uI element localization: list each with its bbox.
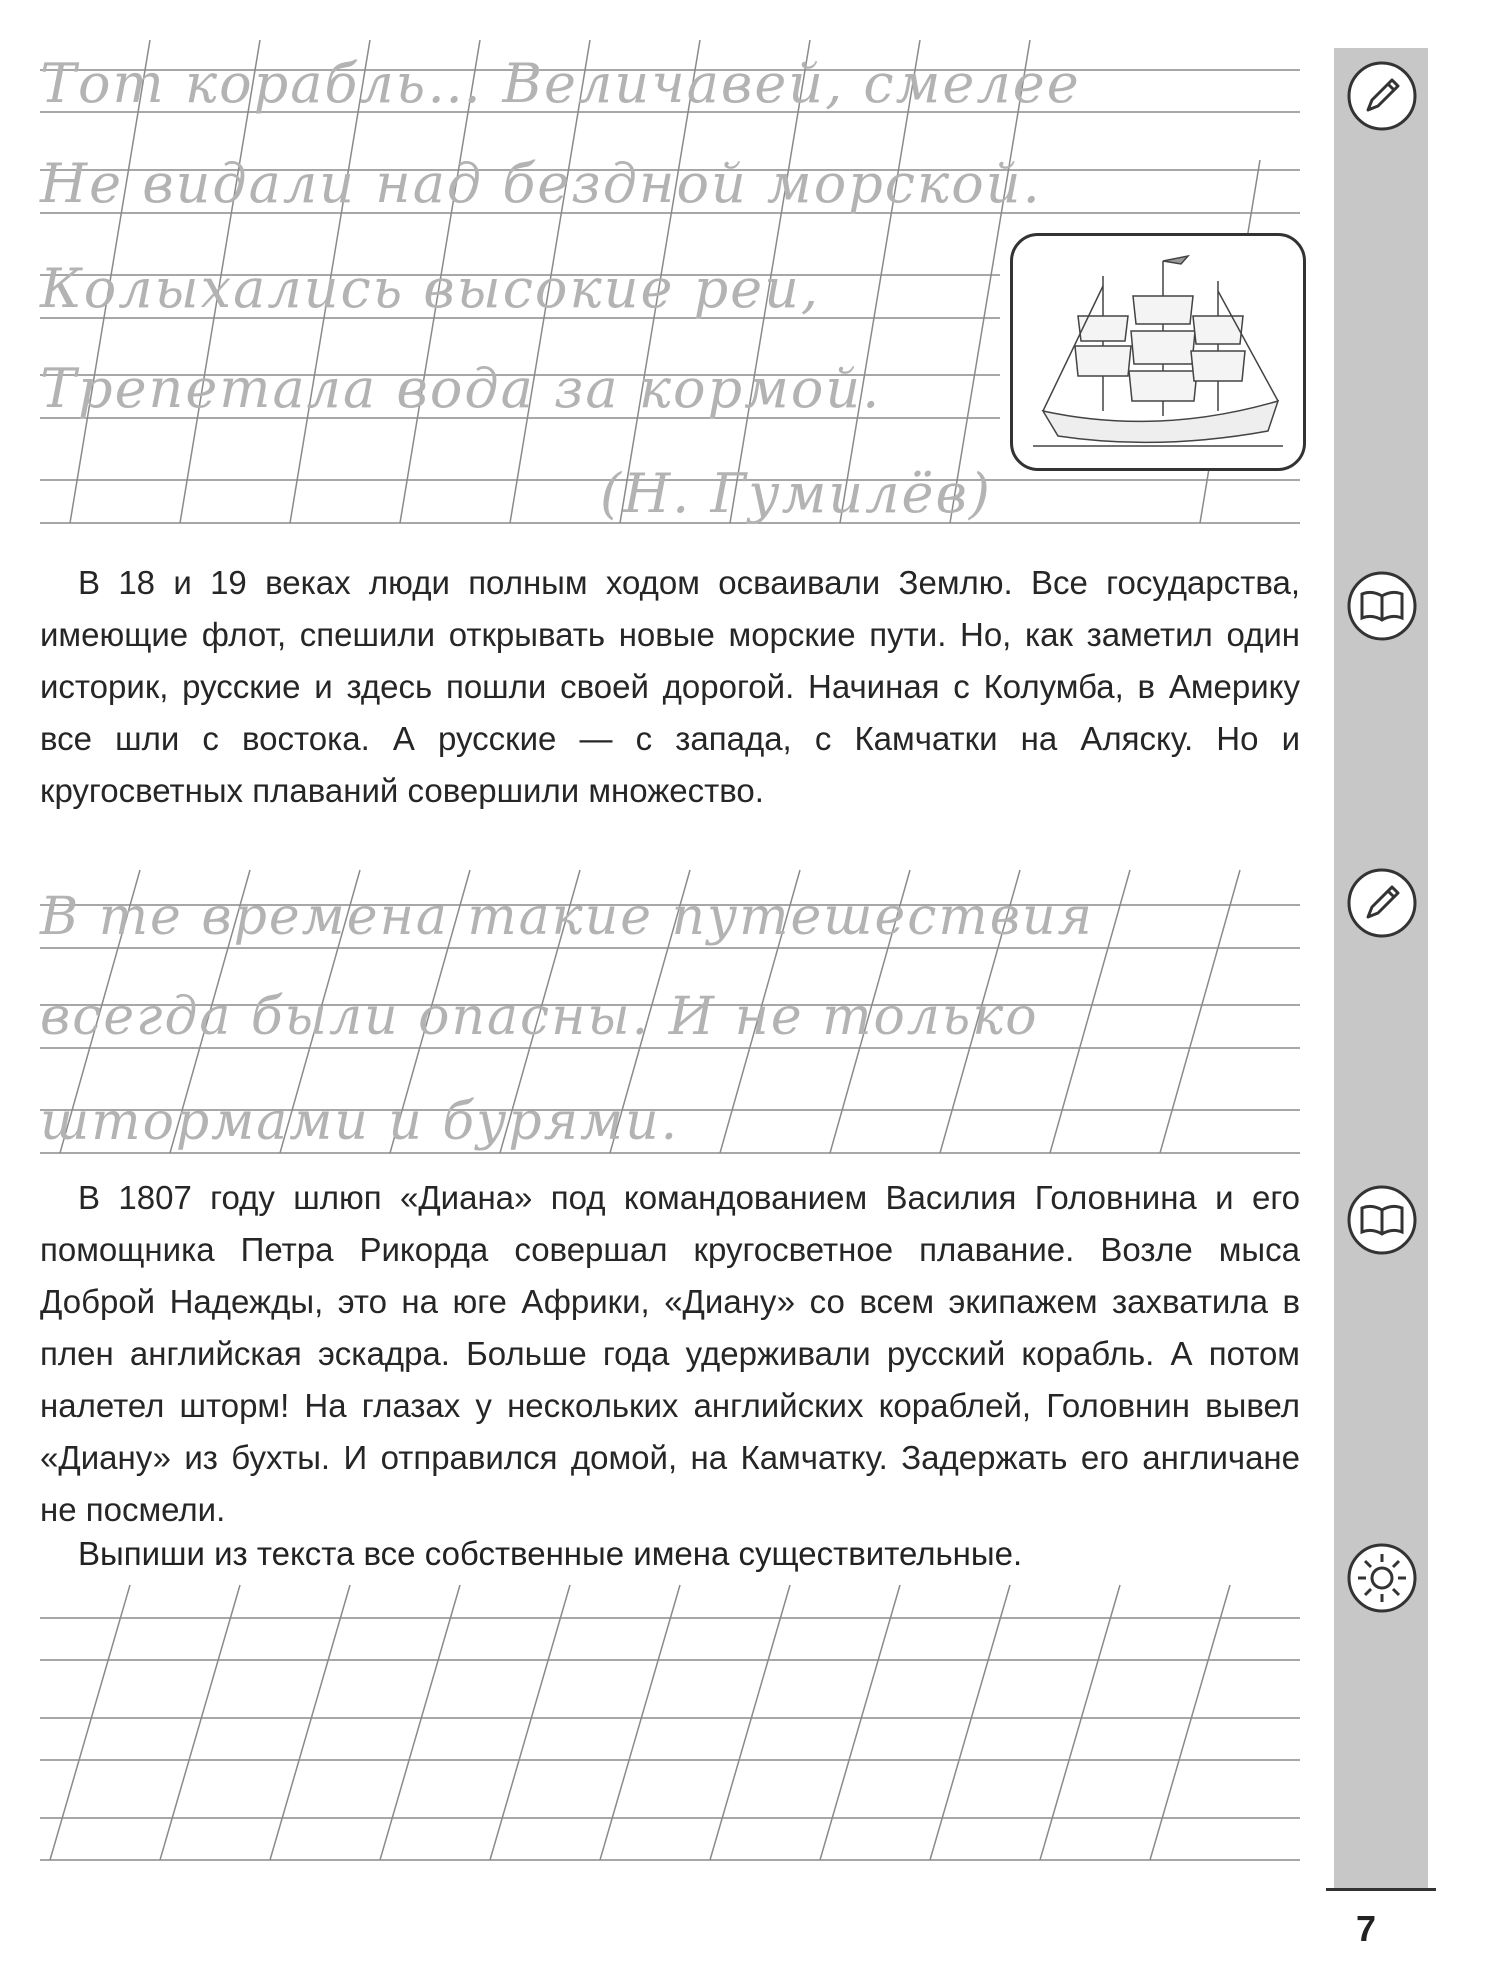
- task-instruction: Выпиши из текста все собственные имена существительные.: [78, 1535, 1023, 1572]
- sailing-ship-illustration: [1013, 236, 1303, 468]
- pencil-icon: [1344, 865, 1420, 941]
- page-number: 7: [1356, 1908, 1377, 1949]
- handwriting-line-4: Трепетала вода за кормой.: [40, 357, 882, 420]
- handwriting-author: (Н. Гумилёв): [600, 462, 992, 525]
- handwriting-middle-line-3: штормами и бурями.: [40, 1092, 680, 1152]
- handwriting-line-1: Тот корабль… Величавей, смелее: [40, 52, 1081, 115]
- sun-icon: [1344, 1540, 1420, 1616]
- pencil-icon: [1344, 58, 1420, 134]
- bottom-rule: [1326, 1888, 1436, 1891]
- book-icon: [1344, 1182, 1420, 1258]
- handwriting-middle-line-1: В те времена такие путешествия: [40, 887, 1094, 947]
- handwriting-line-2: Не видали над бездной морской.: [40, 152, 1042, 215]
- paragraph-2-text: В 1807 году шлюп «Диана» под командованием Василия Головнина и его помощника Петра Рикорда совершал кругосветное плавание. Возле мыса Доброй Надежды, это на юге Африки, «Диану» со всем экипажем захватила в плен английская эскадра. Больше года удерживали русский корабль. А потом налетел шторм! На глазах у нескольких английских кораблей, Головнин вывел «Диану» из бухты. И отправился домой, на Камчатку. Задержать его англичане не посмели.: [40, 1179, 1300, 1528]
- ship-picture: [1010, 233, 1306, 471]
- paragraph-1: [40, 557, 1300, 817]
- handwriting-line-3: Колыхались высокие реи,: [40, 257, 821, 320]
- book-icon: [1344, 568, 1420, 644]
- handwriting-middle-line-2: всегда были опасны. И не только: [40, 987, 1039, 1047]
- paragraph-2: [40, 1172, 1300, 1536]
- paragraph-1-text: В 18 и 19 веках люди полным ходом осваивали Землю. Все государства, имеющие флот, спешили открывать новые морские пути. Но, как заметил один историк, русские и здесь пошли своей дорогой. Начиная с Колумба, в Америку все шли с востока. А русские — с запада, с Камчатки на Аляску. Но и кругосветных плаваний совершили множество.: [40, 564, 1300, 809]
